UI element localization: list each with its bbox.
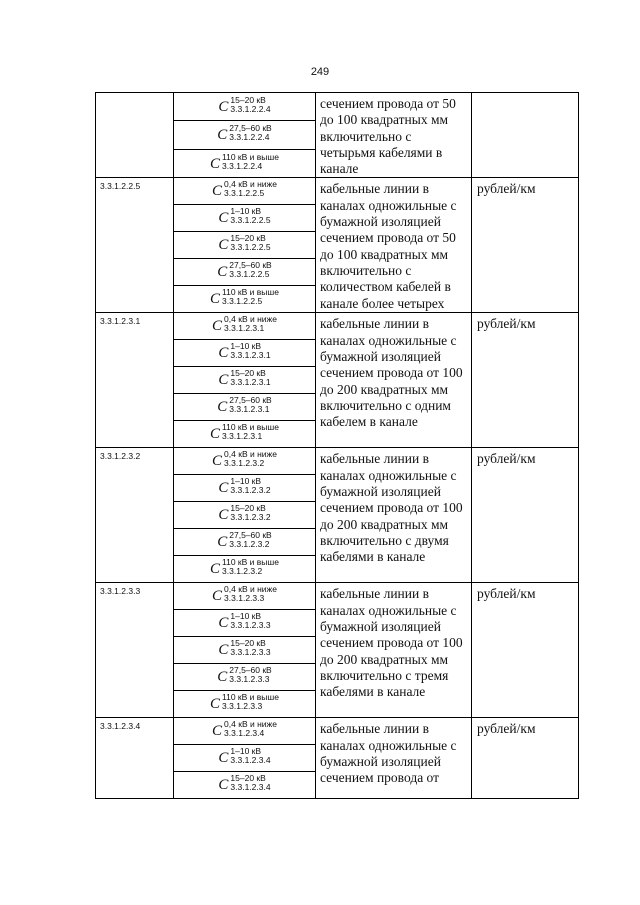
voltage-class: 0,4 кВ и ниже: [224, 179, 277, 190]
rate-symbol-cell: [174, 718, 316, 745]
rate-symbol-letter: C: [218, 777, 229, 794]
rate-symbol-letter: C: [218, 507, 229, 524]
rate-symbol: [217, 531, 271, 553]
rate-symbol-cell: [174, 232, 316, 259]
rate-symbol-letter: C: [212, 723, 223, 740]
voltage-class: 1–10 кВ: [230, 476, 262, 487]
rate-symbol: [218, 612, 270, 634]
rate-index: 3.3.1.2.3.4: [230, 782, 271, 793]
rate-symbol-letter: C: [218, 345, 229, 362]
voltage-class: 27,5–60 кВ: [229, 123, 272, 134]
rate-symbol-letter: C: [217, 264, 228, 281]
rate-symbol-letter: C: [210, 561, 221, 578]
rate-symbol: [217, 124, 271, 146]
rate-symbol-letter: C: [217, 534, 228, 551]
rate-symbol: [218, 504, 270, 526]
rate-symbol: [212, 585, 277, 607]
rate-symbol-cell: [174, 583, 316, 610]
rate-symbol: [218, 207, 270, 229]
rate-symbol: [212, 450, 277, 472]
rate-symbol-letter: C: [218, 750, 229, 767]
voltage-class: 15–20 кВ: [230, 638, 266, 649]
rate-symbol: [212, 180, 277, 202]
voltage-class: 110 кВ и выше: [222, 151, 279, 162]
tariff-table: [95, 92, 579, 799]
voltage-class: 15–20 кВ: [230, 773, 266, 784]
rate-index: 3.3.1.2.3.3: [230, 647, 271, 658]
rate-index: 3.3.1.2.3.3: [224, 593, 265, 604]
table-row: [96, 93, 579, 121]
rate-index: 3.3.1.2.2.4: [230, 103, 271, 114]
rate-symbol-cell: [174, 475, 316, 502]
rate-symbol-cell: [174, 340, 316, 367]
rate-symbol-cell: [174, 448, 316, 475]
table-row: [96, 313, 579, 340]
table-row: [96, 583, 579, 610]
row-unit: рублей/км: [472, 448, 579, 583]
row-description: кабельные линии в каналах одножильные с бумажной изоляцией сечением провода от 100 до 200 квадратных мм включительно с двумя кабелями в канале: [316, 448, 472, 583]
rate-index: 3.3.1.2.3.3: [229, 674, 270, 685]
voltage-class: 27,5–60 кВ: [229, 395, 272, 406]
rate-symbol: [210, 423, 279, 445]
rate-symbol: [217, 396, 271, 418]
voltage-class: 0,4 кВ и ниже: [224, 719, 277, 730]
rate-index: 3.3.1.2.3.1: [230, 350, 271, 361]
voltage-class: 0,4 кВ и ниже: [224, 584, 277, 595]
row-unit: рублей/км: [472, 718, 579, 799]
voltage-class: 15–20 кВ: [230, 368, 266, 379]
rate-symbol: [212, 720, 277, 742]
rate-index: 3.3.1.2.2.4: [229, 132, 270, 143]
rate-symbol-cell: [174, 664, 316, 691]
rate-index: 3.3.1.2.3.2: [230, 485, 271, 496]
voltage-class: 15–20 кВ: [230, 233, 266, 244]
table-row: [96, 178, 579, 205]
row-description: кабельные линии в каналах одножильные с бумажной изоляцией сечением провода от 100 до 200 квадратных мм включительно с тремя кабелями в канале: [316, 583, 472, 718]
rate-symbol-cell: [174, 529, 316, 556]
rate-index: 3.3.1.2.2.5: [222, 296, 263, 307]
voltage-class: 27,5–60 кВ: [229, 260, 272, 271]
voltage-class: 1–10 кВ: [230, 746, 262, 757]
rate-symbol: [218, 342, 270, 364]
rate-symbol: [218, 96, 270, 118]
rate-symbol-cell: [174, 556, 316, 583]
rate-symbol-letter: C: [212, 318, 223, 335]
rate-symbol: [212, 315, 277, 337]
table-row: [96, 718, 579, 745]
table-body: [96, 93, 579, 799]
row-description: сечением провода от 50 до 100 квадратных мм включительно с четырьмя кабелями в канале: [316, 93, 472, 178]
rate-symbol-letter: C: [218, 98, 229, 115]
rate-index: 3.3.1.2.2.5: [229, 269, 270, 280]
row-code: 3.3.1.2.3.4: [96, 718, 174, 799]
rate-index: 3.3.1.2.3.2: [222, 566, 263, 577]
rate-symbol: [218, 747, 270, 769]
rate-symbol-letter: C: [212, 453, 223, 470]
rate-index: 3.3.1.2.3.2: [229, 539, 270, 550]
row-code: [96, 93, 174, 178]
rate-index: 3.3.1.2.2.5: [230, 242, 271, 253]
rate-symbol-cell: [174, 178, 316, 205]
rate-symbol-cell: [174, 149, 316, 178]
voltage-class: 110 кВ и выше: [222, 287, 279, 298]
rate-symbol: [218, 369, 270, 391]
rate-symbol-cell: [174, 394, 316, 421]
rate-symbol-cell: [174, 93, 316, 121]
rate-symbol-letter: C: [212, 183, 223, 200]
rate-index: 3.3.1.2.3.3: [230, 620, 271, 631]
rate-index: 3.3.1.2.2.5: [224, 188, 265, 199]
rate-index: 3.3.1.2.3.1: [230, 377, 271, 388]
voltage-class: 15–20 кВ: [230, 94, 266, 105]
row-description: кабельные линии в каналах одножильные с бумажной изоляцией сечением провода от 100 до 200 квадратных мм включительно с одним кабелем в канале: [316, 313, 472, 448]
voltage-class: 27,5–60 кВ: [229, 665, 272, 676]
rate-index: 3.3.1.2.3.2: [230, 512, 271, 523]
rate-symbol-letter: C: [218, 615, 229, 632]
rate-symbol-cell: [174, 610, 316, 637]
voltage-class: 0,4 кВ и ниже: [224, 449, 277, 460]
rate-symbol-cell: [174, 502, 316, 529]
rate-symbol-cell: [174, 121, 316, 149]
rate-index: 3.3.1.2.3.1: [229, 404, 270, 415]
rate-symbol: [218, 639, 270, 661]
row-unit: [472, 93, 579, 178]
voltage-class: 1–10 кВ: [230, 341, 262, 352]
rate-symbol: [218, 774, 270, 796]
rate-symbol-letter: C: [218, 480, 229, 497]
rate-symbol-letter: C: [218, 210, 229, 227]
rate-symbol: [210, 288, 279, 310]
table-row: [96, 448, 579, 475]
voltage-class: 1–10 кВ: [230, 611, 262, 622]
rate-symbol-cell: [174, 745, 316, 772]
rate-index: 3.3.1.2.3.3: [222, 701, 263, 712]
row-unit: рублей/км: [472, 583, 579, 718]
rate-symbol-cell: [174, 367, 316, 394]
row-unit: рублей/км: [472, 178, 579, 313]
rate-symbol: [218, 234, 270, 256]
rate-symbol-cell: [174, 286, 316, 313]
rate-symbol: [217, 261, 271, 283]
row-code: 3.3.1.2.3.3: [96, 583, 174, 718]
row-code: 3.3.1.2.3.2: [96, 448, 174, 583]
voltage-class: 27,5–60 кВ: [229, 530, 272, 541]
rate-symbol-letter: C: [218, 642, 229, 659]
rate-symbol-cell: [174, 259, 316, 286]
rate-symbol-letter: C: [212, 588, 223, 605]
rate-symbol-cell: [174, 637, 316, 664]
rate-symbol-cell: [174, 772, 316, 799]
row-description: кабельные линии в каналах одножильные с бумажной изоляцией сечением провода от 50 до 100 квадратных мм включительно с количеством кабелей в канале более четырех: [316, 178, 472, 313]
rate-symbol-letter: C: [217, 127, 228, 144]
rate-symbol-cell: [174, 313, 316, 340]
rate-index: 3.3.1.2.3.2: [224, 458, 265, 469]
rate-index: 3.3.1.2.3.1: [224, 323, 265, 334]
voltage-class: 1–10 кВ: [230, 206, 262, 217]
voltage-class: 110 кВ и выше: [222, 557, 279, 568]
rate-symbol-cell: [174, 691, 316, 718]
rate-symbol-cell: [174, 421, 316, 448]
rate-index: 3.3.1.2.2.4: [222, 160, 263, 171]
rate-symbol-cell: [174, 205, 316, 232]
voltage-class: 110 кВ и выше: [222, 692, 279, 703]
rate-symbol: [217, 666, 271, 688]
voltage-class: 15–20 кВ: [230, 503, 266, 514]
page-number: 249: [310, 66, 330, 78]
voltage-class: 110 кВ и выше: [222, 422, 279, 433]
row-description: кабельные линии в каналах одножильные с бумажной изоляцией сечением провода от: [316, 718, 472, 799]
row-code: 3.3.1.2.3.1: [96, 313, 174, 448]
rate-symbol: [210, 153, 279, 175]
rate-symbol: [210, 693, 279, 715]
rate-symbol-letter: C: [218, 372, 229, 389]
row-code: 3.3.1.2.2.5: [96, 178, 174, 313]
rate-symbol-letter: C: [210, 426, 221, 443]
rate-symbol-letter: C: [217, 399, 228, 416]
voltage-class: 0,4 кВ и ниже: [224, 314, 277, 325]
rate-index: 3.3.1.2.3.1: [222, 431, 263, 442]
rate-symbol-letter: C: [217, 669, 228, 686]
rate-index: 3.3.1.2.2.5: [230, 215, 271, 226]
rate-symbol: [210, 558, 279, 580]
rate-symbol-letter: C: [210, 291, 221, 308]
row-unit: рублей/км: [472, 313, 579, 448]
rate-symbol-letter: C: [210, 696, 221, 713]
rate-symbol-letter: C: [210, 155, 221, 172]
rate-index: 3.3.1.2.3.4: [230, 755, 271, 766]
rate-symbol: [218, 477, 270, 499]
rate-symbol-letter: C: [218, 237, 229, 254]
rate-index: 3.3.1.2.3.4: [224, 728, 265, 739]
